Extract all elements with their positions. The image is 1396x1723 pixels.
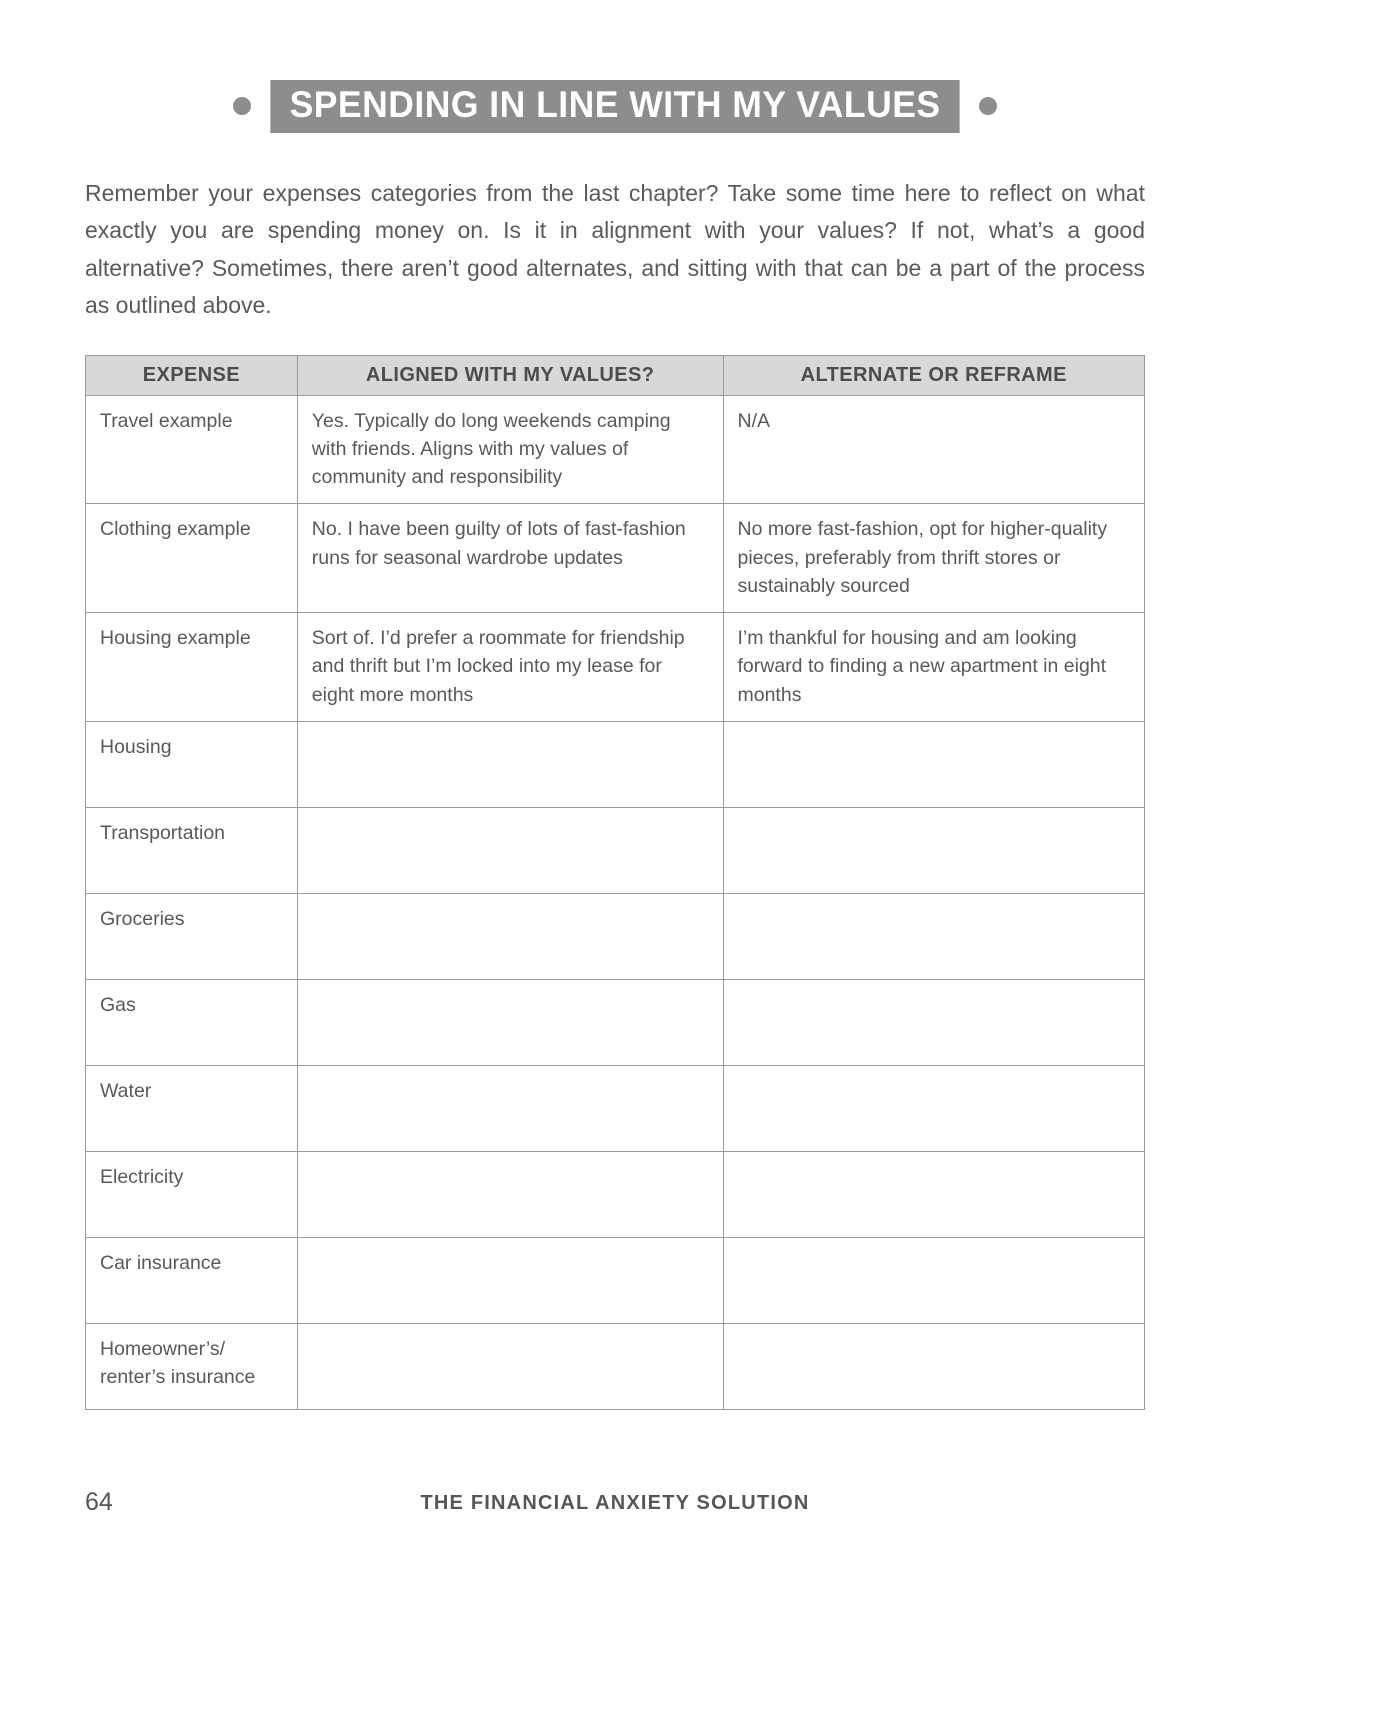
page-number: 64 <box>85 1488 113 1516</box>
table-row <box>86 395 1145 504</box>
cell-aligned <box>297 980 723 1066</box>
cell-aligned: Yes. Typically do long weekends camping with friends. Aligns with my values of community and responsibility <box>297 395 723 504</box>
cell-aligned <box>297 1324 723 1410</box>
cell-aligned <box>297 1066 723 1152</box>
page-footer <box>85 1488 1145 1522</box>
page-content <box>85 80 1145 1410</box>
table-row <box>86 1066 1145 1152</box>
cell-expense: Groceries <box>86 894 298 980</box>
table-row <box>86 1238 1145 1324</box>
table-row <box>86 808 1145 894</box>
table-header-row <box>86 355 1145 395</box>
table-row <box>86 980 1145 1066</box>
bullet-icon-right <box>979 97 997 115</box>
cell-alternate <box>723 1152 1145 1238</box>
table-row <box>86 722 1145 808</box>
cell-alternate <box>723 1324 1145 1410</box>
intro-paragraph: Remember your expenses categories from the last chapter? Take some time here to reflect on what exactly you are spending money on. Is it in alignment with your values? If not, what’s a good alternative? Sometimes, there aren’t good alternates, and sitting with that can be a part of the process as outlined above. <box>85 179 1145 319</box>
cell-aligned <box>297 722 723 808</box>
cell-aligned <box>297 1152 723 1238</box>
cell-aligned: Sort of. I’d prefer a roommate for friendship and thrift but I’m locked into my lease for eight more months <box>297 613 723 722</box>
col-header-expense: EXPENSE <box>86 355 298 395</box>
cell-alternate <box>723 722 1145 808</box>
cell-alternate <box>723 1066 1145 1152</box>
cell-expense: Housing <box>86 722 298 808</box>
bullet-icon-left <box>233 97 251 115</box>
cell-alternate: I’m thankful for housing and am looking forward to finding a new apartment in eight months <box>723 613 1145 722</box>
cell-expense: Travel example <box>86 395 298 504</box>
cell-alternate: N/A <box>723 395 1145 504</box>
cell-expense: Homeowner’s/ renter’s insurance <box>86 1324 298 1410</box>
cell-alternate <box>723 980 1145 1066</box>
table-row <box>86 613 1145 722</box>
cell-aligned <box>297 1238 723 1324</box>
cell-expense: Electricity <box>86 1152 298 1238</box>
table-row <box>86 1324 1145 1410</box>
cell-aligned <box>297 894 723 980</box>
cell-aligned <box>297 808 723 894</box>
cell-expense: Clothing example <box>86 504 298 613</box>
cell-expense: Gas <box>86 980 298 1066</box>
cell-alternate <box>723 894 1145 980</box>
table-row <box>86 504 1145 613</box>
cell-expense: Car insurance <box>86 1238 298 1324</box>
book-title: THE FINANCIAL ANXIETY SOLUTION <box>420 1492 810 1514</box>
table-row <box>86 1152 1145 1238</box>
col-header-aligned: ALIGNED WITH MY VALUES? <box>297 355 723 395</box>
section-title-row <box>85 80 1145 133</box>
cell-expense: Transportation <box>86 808 298 894</box>
cell-alternate: No more fast-fashion, opt for higher-quality pieces, preferably from thrift stores or sustainably sourced <box>723 504 1145 613</box>
cell-expense: Housing example <box>86 613 298 722</box>
values-table <box>85 355 1145 1410</box>
cell-expense: Water <box>86 1066 298 1152</box>
cell-alternate <box>723 1238 1145 1324</box>
cell-alternate <box>723 808 1145 894</box>
cell-aligned: No. I have been guilty of lots of fast-fashion runs for seasonal wardrobe updates <box>297 504 723 613</box>
col-header-alternate: ALTERNATE OR REFRAME <box>723 355 1145 395</box>
page-title: SPENDING IN LINE WITH MY VALUES <box>270 80 959 133</box>
table-row <box>86 894 1145 980</box>
